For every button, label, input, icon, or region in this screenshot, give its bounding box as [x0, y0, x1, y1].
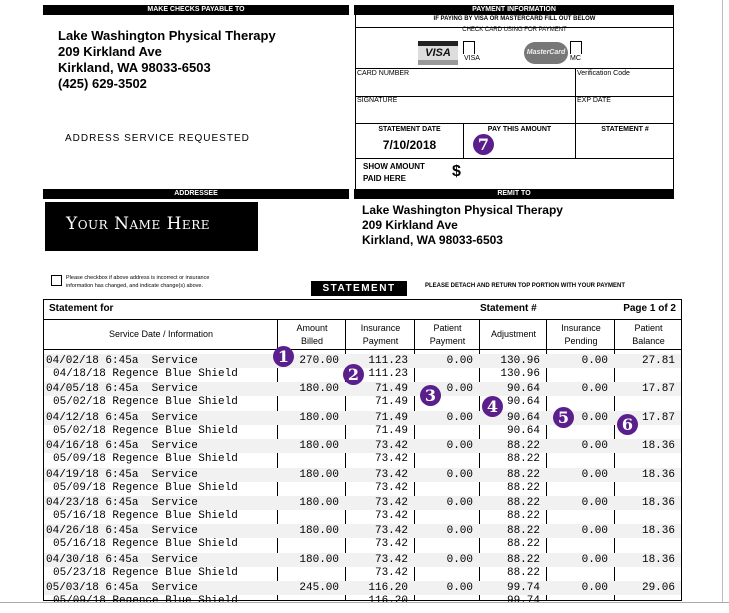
cell-insurance-payment: 111.23	[368, 355, 408, 367]
table-row	[44, 581, 681, 595]
cell-amount-billed: 180.00	[299, 411, 339, 424]
visa-label: VISA	[464, 55, 480, 62]
service-info: 04/23/18 6:45a Service	[46, 497, 198, 509]
cell-patient-balance: 29.06	[641, 582, 675, 595]
table-subrow	[44, 537, 681, 551]
column-header-insurance-payment: Insurance Payment	[346, 319, 415, 350]
insurance-info: 05/16/18 Regence Blue Shield	[53, 538, 238, 551]
statement-date-value: 7/10/2018	[382, 138, 437, 152]
payee-phone: (425) 629-3502	[58, 76, 147, 91]
pay-this-amount-label: PAY THIS AMOUNT	[487, 126, 552, 133]
cell-amount-billed: 180.00	[299, 553, 339, 566]
addressee-header: ADDRESSEE	[43, 189, 349, 199]
amount-paid-field[interactable]	[470, 162, 670, 186]
cell-insurance-pending: 0.00	[581, 582, 608, 595]
callout-badge-3: 3	[420, 385, 441, 406]
cell-insurance-payment: 71.49	[374, 424, 408, 437]
insurance-info: 05/02/18 Regence Blue Shield	[53, 396, 238, 409]
cell-amount-billed: 180.00	[299, 497, 339, 509]
service-info: 04/05/18 6:45a Service	[46, 383, 198, 396]
table-row	[44, 553, 681, 567]
table-row	[44, 524, 681, 538]
cell-patient-balance: 27.81	[641, 355, 675, 367]
cell-adjustment: 88.22	[506, 538, 540, 551]
cell-insurance-pending: 0.00	[581, 411, 608, 424]
callout-badge-1: 1	[273, 346, 294, 367]
viewport-bottom	[0, 602, 729, 613]
verification-code-label: Verification Code	[577, 70, 630, 77]
cell-insurance-pending: 0.00	[581, 468, 608, 481]
check-card-label: CHECK CARD USING FOR PAYMENT	[462, 27, 567, 33]
cell-adjustment: 88.22	[506, 468, 540, 481]
cell-adjustment: 90.64	[506, 411, 540, 424]
mastercard-logo: MasterCard	[524, 42, 568, 64]
table-row	[44, 468, 681, 482]
signature-label: SIGNATURE	[357, 97, 398, 104]
cell-adjustment: 130.96	[500, 355, 540, 367]
checkbox-note-line: information has changed, and indicate change(s) above.	[66, 283, 203, 289]
insurance-info: 05/23/18 Regence Blue Shield	[53, 566, 238, 579]
paid-here-text: PAID HERE	[363, 174, 406, 183]
cell-patient-payment: 0.00	[446, 582, 473, 595]
statement-date-label: STATEMENT DATE	[378, 126, 441, 133]
cell-patient-payment: 0.00	[446, 440, 473, 453]
payee-address	[58, 28, 276, 92]
cell-amount-billed: 180.00	[299, 525, 339, 538]
remit-name: Lake Washington Physical Therapy	[362, 203, 563, 217]
cell-adjustment: 130.96	[500, 368, 540, 380]
cell-patient-balance: 17.87	[641, 383, 675, 396]
remit-city: Kirkland, WA 98033-6503	[362, 233, 503, 247]
cell-adjustment: 88.22	[506, 553, 540, 566]
table-subrow	[44, 566, 681, 580]
cell-amount-billed: 180.00	[299, 383, 339, 396]
table-row	[44, 439, 681, 453]
address-service-requested: ADDRESS SERVICE REQUESTED	[65, 133, 250, 144]
service-info: 04/26/18 6:45a Service	[46, 525, 198, 538]
cell-adjustment: 88.22	[506, 566, 540, 579]
mc-label: MC	[570, 55, 581, 62]
callout-badge-2: 2	[343, 364, 364, 385]
cell-adjustment: 90.64	[506, 383, 540, 396]
table-row	[44, 411, 681, 425]
payment-info-header: PAYMENT INFORMATION	[354, 5, 674, 15]
cell-insurance-payment: 73.42	[374, 497, 408, 509]
column-header-patient-payment: Patient Payment	[415, 319, 480, 350]
cell-adjustment: 99.74	[506, 582, 540, 595]
make-checks-header: MAKE CHECKS PAYABLE TO	[43, 5, 349, 15]
insurance-info: 04/18/18 Regence Blue Shield	[53, 368, 238, 380]
cell-adjustment: 88.22	[506, 453, 540, 466]
payment-instructions: IF PAYING BY VISA OR MASTERCARD FILL OUT BELOW	[433, 16, 596, 22]
cell-insurance-pending: 0.00	[581, 440, 608, 453]
insurance-info: 05/09/18 Regence Blue Shield	[53, 481, 238, 494]
callout-badge-5: 5	[553, 407, 574, 428]
cell-insurance-payment: 71.49	[374, 383, 408, 396]
cell-insurance-payment: 73.42	[374, 566, 408, 579]
checkbox-note	[66, 274, 209, 290]
cell-adjustment: 90.64	[506, 424, 540, 437]
column-header-adjustment: Adjustment	[480, 319, 547, 350]
cell-insurance-payment: 71.49	[374, 411, 408, 424]
cell-insurance-payment: 73.42	[374, 553, 408, 566]
cell-adjustment: 88.22	[506, 497, 540, 509]
service-info: 04/16/18 6:45a Service	[46, 440, 198, 453]
cell-patient-balance: 18.36	[641, 440, 675, 453]
remit-to-header: REMIT TO	[354, 189, 674, 199]
cell-patient-balance: 18.36	[641, 553, 675, 566]
cell-insurance-payment: 73.42	[374, 525, 408, 538]
statement-for-label: Statement for	[49, 303, 114, 314]
insurance-info: 05/16/18 Regence Blue Shield	[53, 510, 238, 522]
cell-patient-payment: 0.00	[446, 383, 473, 396]
insurance-info: 05/09/18 Regence Blue Shield	[53, 453, 238, 466]
cell-patient-payment: 0.00	[446, 411, 473, 424]
column-header-amount-billed: Amount Billed	[278, 319, 346, 350]
show-amount-text: SHOW AMOUNT	[363, 162, 425, 171]
cell-amount-billed: 245.00	[299, 582, 339, 595]
column-header-patient-balance: Patient Balance	[615, 319, 682, 350]
cell-insurance-pending: 0.00	[581, 383, 608, 396]
show-amount-label	[363, 161, 425, 185]
service-info: 04/02/18 6:45a Service	[46, 355, 198, 367]
cell-insurance-pending: 0.00	[581, 525, 608, 538]
address-changed-checkbox[interactable]	[51, 275, 62, 286]
cell-insurance-payment: 116.20	[368, 582, 408, 595]
remit-street: 209 Kirkland Ave	[362, 218, 458, 232]
table-row	[44, 354, 681, 368]
cell-patient-balance: 18.36	[641, 497, 675, 509]
addressee-name: Your Name Here	[45, 202, 258, 251]
cell-patient-payment: 0.00	[446, 355, 473, 367]
service-info: 04/19/18 6:45a Service	[46, 468, 198, 481]
statement-number-table-label: Statement #	[480, 303, 537, 314]
cell-insurance-payment: 73.42	[374, 510, 408, 522]
cell-patient-balance: 18.36	[641, 525, 675, 538]
table-subrow	[44, 395, 681, 409]
card-number-label: CARD NUMBER	[357, 70, 410, 77]
cell-insurance-payment: 73.42	[374, 538, 408, 551]
cell-patient-payment: 0.00	[446, 553, 473, 566]
cell-insurance-payment: 73.42	[374, 440, 408, 453]
cell-adjustment: 88.22	[506, 440, 540, 453]
insurance-info: 05/02/18 Regence Blue Shield	[53, 424, 238, 437]
detach-note: PLEASE DETACH AND RETURN TOP PORTION WITH YOUR PAYMENT	[425, 283, 626, 289]
callout-badge-6: 6	[617, 414, 638, 435]
statement-number-label: STATEMENT #	[601, 126, 649, 133]
table-subrow	[44, 424, 681, 438]
cell-adjustment: 88.22	[506, 510, 540, 522]
page-edge	[722, 0, 723, 613]
cell-patient-payment: 0.00	[446, 497, 473, 509]
cell-insurance-payment: 111.23	[368, 368, 408, 380]
cell-patient-payment: 0.00	[446, 468, 473, 481]
cell-patient-balance: 17.87	[641, 411, 675, 424]
mc-checkbox[interactable]	[570, 41, 582, 54]
service-info: 04/30/18 6:45a Service	[46, 553, 198, 566]
table-row	[44, 496, 681, 510]
callout-badge-4: 4	[482, 396, 503, 417]
column-header-insurance-pending: Insurance Pending	[547, 319, 615, 350]
cell-insurance-pending: 0.00	[581, 355, 608, 367]
cell-patient-balance: 18.36	[641, 468, 675, 481]
remit-address	[362, 203, 563, 248]
cell-insurance-payment: 73.42	[374, 453, 408, 466]
cell-amount-billed: 270.00	[299, 355, 339, 367]
table-row	[44, 382, 681, 396]
visa-logo: VISA	[418, 41, 458, 65]
service-info: 05/03/18 6:45a Service	[46, 582, 198, 595]
table-subrow	[44, 509, 681, 523]
payee-city: Kirkland, WA 98033-6503	[58, 60, 211, 75]
cell-adjustment: 88.22	[506, 525, 540, 538]
checkbox-note-line: Please checkbox if above address is incorrect or insurance	[66, 275, 210, 281]
callout-badge-7: 7	[473, 134, 494, 155]
service-info: 04/12/18 6:45a Service	[46, 411, 198, 424]
statement-label: STATEMENT	[311, 281, 407, 296]
dollar-sign: $	[452, 163, 461, 180]
payee-name: Lake Washington Physical Therapy	[58, 28, 276, 43]
cell-insurance-payment: 71.49	[374, 396, 408, 409]
cell-insurance-pending: 0.00	[581, 497, 608, 509]
cell-patient-payment: 0.00	[446, 525, 473, 538]
cell-adjustment: 88.22	[506, 481, 540, 494]
table-subrow	[44, 452, 681, 466]
cell-insurance-payment: 73.42	[374, 468, 408, 481]
statement-table	[43, 299, 682, 601]
page-indicator: Page 1 of 2	[623, 303, 676, 314]
cell-amount-billed: 180.00	[299, 440, 339, 453]
table-subrow	[44, 481, 681, 495]
cell-adjustment: 90.64	[506, 396, 540, 409]
payee-street: 209 Kirkland Ave	[58, 44, 162, 59]
cell-insurance-payment: 73.42	[374, 481, 408, 494]
exp-date-label: EXP DATE	[577, 97, 611, 104]
card-number-field[interactable]	[357, 78, 574, 95]
visa-checkbox[interactable]	[463, 41, 475, 54]
cell-insurance-pending: 0.00	[581, 553, 608, 566]
cell-amount-billed: 180.00	[299, 468, 339, 481]
column-header-service-info: Service Date / Information	[44, 319, 278, 350]
